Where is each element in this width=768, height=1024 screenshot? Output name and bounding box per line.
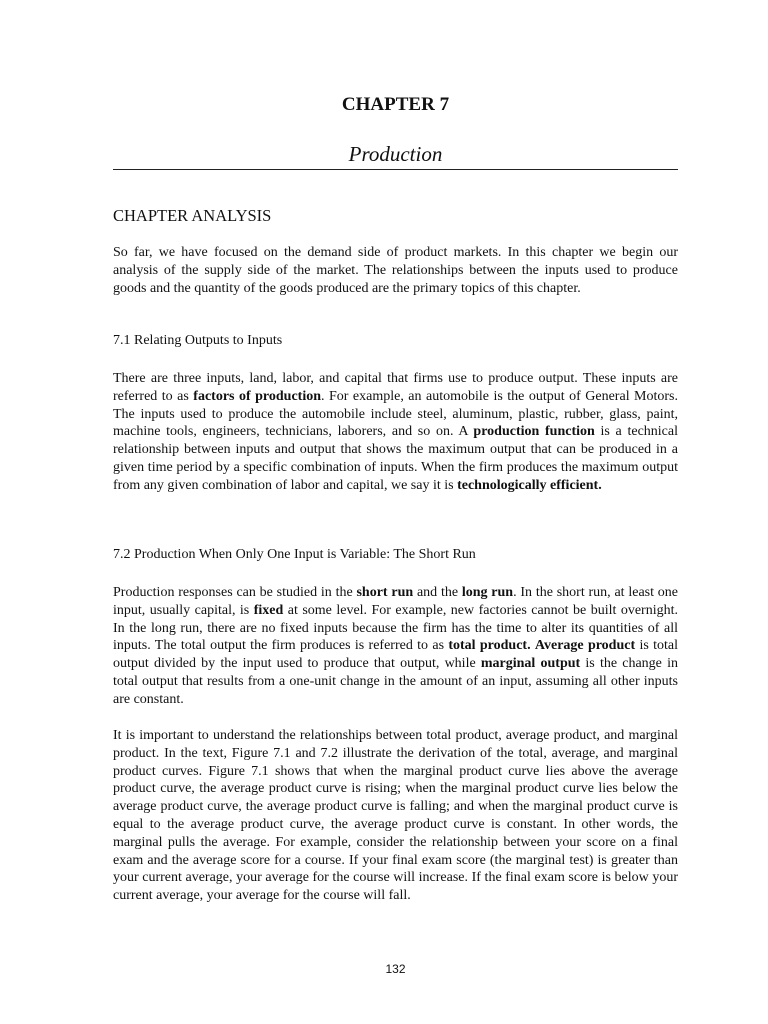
text-run: is total output divided by the input used to produce that output, while [113, 638, 678, 672]
section-7-2-paragraph-2: It is important to understand the relationships between total product, average product, and marginal product. In the text, Figure 7.1 and 7.2 illustrate the derivation of the total, average, and marginal product curves. Figure 7.1 shows that when the marginal product curve lies above the average product curve, the average product curve is rising; when the marginal product curve lies below the average product curve, the average product curve is falling; and when the marginal product curve is equal to the average product curve, the average product curve is constant. In other words, the marginal pulls the average. For example, consider the relationship between your score on a final exam and the average score for a course. If your final exam score (the marginal test) is greater than your current average, your average for the course will increase. If the final exam score is below your current average, your average for the course will fall. [113, 728, 678, 904]
term-production-function: production function [473, 424, 595, 440]
chapter-number: CHAPTER 7 [341, 94, 450, 115]
term-total-product: total product. [448, 638, 531, 654]
chapter-title: Production [348, 142, 443, 166]
text-run: is a technical relationship between inputs and output that shows the maximum output that can be produced in a given time period by a specific combination of inputs. When the firm produces the maximum output from any given combination of labor and capital, we say it is [113, 424, 678, 493]
text-run: . In the short run, at least one input, usually capital, is [113, 585, 678, 618]
text-run: . For example, an automobile is the output of General Motors. The inputs used to produce the automobile include steel, aluminum, plastic, rubber, glass, paint, machine tools, engineers, technicians, laborers, and so on. A [113, 388, 679, 440]
term-short-run: short run [356, 585, 414, 600]
term-marginal-output: marginal output [480, 656, 581, 672]
term-long-run: long run [461, 585, 514, 600]
section-7-2-paragraph-1 [113, 584, 678, 709]
title-rule [113, 169, 678, 170]
page-number: 132 [385, 962, 406, 976]
chapter-analysis-heading: CHAPTER ANALYSIS [113, 206, 272, 225]
section-7-2-heading: 7.2 Production When Only One Input is Variable: The Short Run [113, 547, 476, 562]
section-7-1-paragraph [113, 370, 678, 495]
term-fixed: fixed [253, 602, 284, 618]
term-factors-of-production: factors of production [193, 388, 321, 404]
term-average-product: Average product [534, 638, 636, 654]
text-run: is the change in total output that results from a one-unit change in the amount of an input, assuming all other inputs are constant. [113, 656, 678, 707]
text-run: There are three inputs, land, labor, and capital that firms use to produce output. These inputs are referred to as [113, 371, 678, 404]
text-run: and the [413, 585, 462, 600]
term-technologically-efficient: technologically efficient. [457, 477, 602, 493]
section-7-1-heading: 7.1 Relating Outputs to Inputs [113, 333, 283, 348]
text-run: Production responses can be studied in the [113, 585, 357, 600]
intro-paragraph: So far, we have focused on the demand side of product markets. In this chapter we begin our analysis of the supply side of the market. The relationships between the inputs used to produce goods and the quantity of the goods produced are the primary topics of this chapter. [113, 245, 678, 296]
text-run: at some level. For example, new factories cannot be built overnight. In the long run, there are no fixed inputs because the firm has the time to alter its quantities of all inputs. The total output the firm produces is referred to as [113, 602, 679, 654]
